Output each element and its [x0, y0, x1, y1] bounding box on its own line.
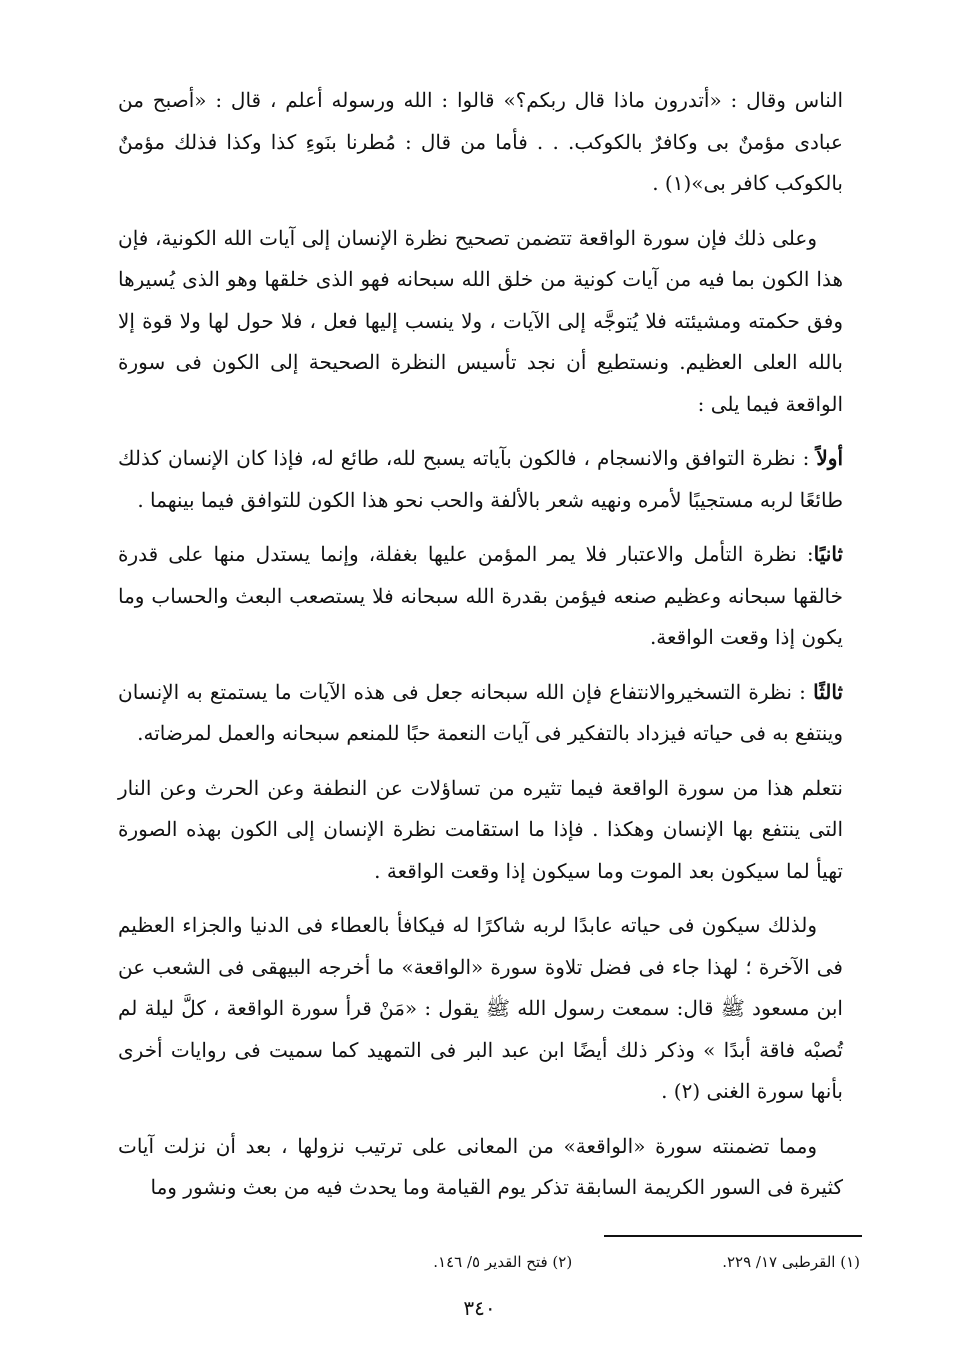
body-text: [118, 80, 843, 1222]
paragraph-lead: أولاً: [816, 446, 843, 470]
footnote-2: (٢) فتح القدير ٥/ ١٤٦.: [433, 1253, 573, 1271]
paragraph-text: ومما تضمنته سورة «الواقعة» من المعانى على ترتيب نزولها ، بعد أن نزلت آيات كثيرة فى السور الكريمة السابقة تذكر يوم القيامة وما يحدث فيه من بعث ونشور وما: [118, 1133, 843, 1199]
paragraph-lead: ثالثًا: [813, 679, 843, 704]
paragraph-text: وعلى ذلك فإن سورة الواقعة تتضمن تصحيح نظرة الإنسان إلى آيات الله الكونية، فإن هذا الكون بما فيه من آيات كونية من خلق الله سبحانه فهو الذى خلقها وهو الذى يُسيرها وفق حكمته ومشيئته فلا يُتوجَّه إلى الآيات ، ولا ينسب إليها فعل ، فلا حول لها ولا قوة إلا بالله العلى العظيم. ونستطيع أن نجد تأسيس النظرة الصحيحة إلى الكون فى سورة الواقعة فيما يلى :: [118, 225, 843, 416]
paragraph-2: [118, 218, 843, 426]
paragraph-7: [118, 905, 843, 1113]
paragraph-text: نتعلم هذا من سورة الواقعة فيما تثيره من تساؤلات عن النطفة وعن الحرث وعن النار التى ينتفع بها الإنسان وهكذا . فإذا ما استقامت نظرة الإنسان إلى الكون بهذه الصورة تهيأ لما سيكون بعد الموت وما سيكون إذا وقعت الواقعة .: [118, 775, 843, 883]
paragraph-text: : نظرة التوافق والانسجام ، فالكون بآياته يسبح لله، طائع له، فإذا كان الإنسان كذلك طائعًا لربه مستجيبًا لأمره ونهيه شعر بالألفة والحب نحو هذا الكون للتوافق فيما بينهما .: [118, 446, 843, 512]
page-number: ٣٤٠: [463, 1296, 496, 1320]
paragraph-text: الناس وقال : «أتدرون ماذا قال ربكم؟» قالوا : الله ورسوله أعلم ، قال : «أصبح من عبادى مؤمنٌ بى وكافرٌ بالكوكب. . . فأما من قال : مُطرنا بنَوءِ كذا وكذا فذلك مؤمنٌ بالكوكب كافر بى»(١) .: [118, 88, 843, 195]
paragraph-lead: ثانيًا: [813, 542, 843, 566]
paragraph-6: [118, 768, 843, 893]
footnote-divider: [604, 1235, 862, 1237]
paragraph-4: [118, 534, 843, 659]
paragraph-text: ولذلك سيكون فى حياته عابدًا لربه شاكرًا له فيكافأ بالعطاء فى الدنيا والجزاء العظيم فى الآخرة ؛ لهذا جاء فى فضل تلاوة سورة «الواقعة» ما أخرجه البيهقى فى الشعب عن ابن مسعود ﷺ قال: سمعت رسول الله ﷺ يقول : «مَنْ قرأ سورة الواقعة ، كلَّ ليلة لم تُصبْه فاقة أبدًا » وذكر ذلك أيضًا ابن عبد البر فى التمهيد كما سميت فى روايات أخرى بأنها سورة الغنى (٢) .: [118, 913, 843, 1103]
paragraph-1: [118, 80, 843, 205]
paragraph-8: [118, 1126, 843, 1209]
paragraph-3: [118, 438, 843, 521]
paragraph-text: : نظرة التسخيروالانتفاع فإن الله سبحانه جعل فى هذه الآيات ما يستمتع به الإنسان وينتفع به فى حياته فيزداد بالتفكير فى آيات النعمة حبًا للمنعم سبحانه والعمل لمرضاته.: [118, 679, 843, 745]
footnote-1: (١) القرطبى ١٧/ ٢٢٩.: [722, 1253, 860, 1271]
footnotes: [300, 1250, 860, 1274]
paragraph-text: : نظرة التأمل والاعتبار فلا يمر المؤمن عليها بغفلة، وإنما يستدل منها على قدرة خالقها سبحانه وعظيم صنعه فيؤمن بقدرة الله سبحانه فلا يستصعب البعث والحساب وما يكون إذا وقعت الواقعة.: [118, 542, 843, 649]
paragraph-5: [118, 672, 843, 755]
